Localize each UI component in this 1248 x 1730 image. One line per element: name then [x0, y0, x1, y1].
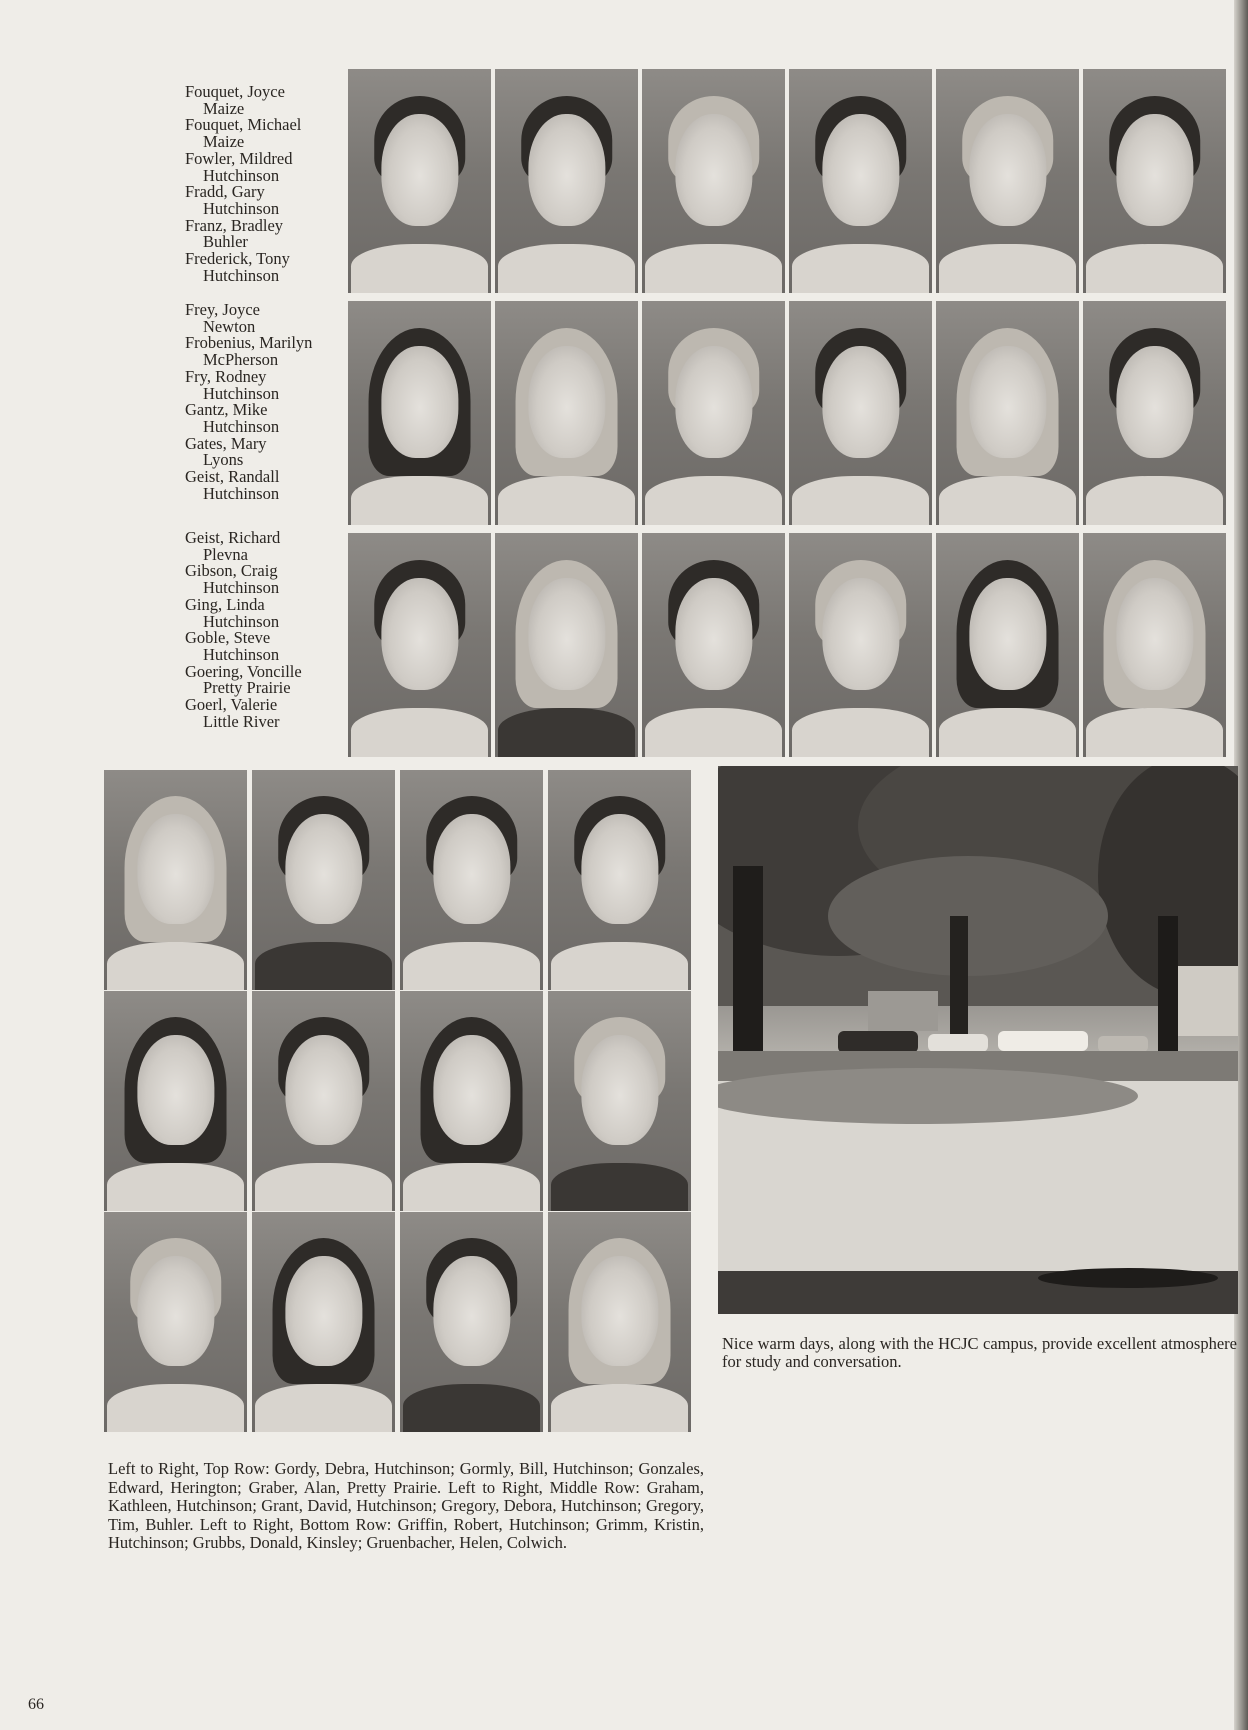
- portrait-head: [675, 114, 752, 226]
- portrait-photo: [348, 533, 491, 757]
- portrait-head: [285, 814, 362, 924]
- portrait-shoulders: [107, 1384, 244, 1432]
- portrait-head: [528, 578, 605, 690]
- name-entry: Fry, Rodney Hutchinson: [185, 366, 280, 403]
- name-entry: Franz, Bradley Buhler: [185, 215, 284, 252]
- portrait-shoulders: [645, 708, 782, 757]
- portrait-shoulders: [645, 476, 782, 525]
- portrait-head: [675, 346, 752, 458]
- portrait-shoulders: [107, 942, 244, 990]
- portrait-photo: [789, 69, 932, 293]
- bottom-portrait-grid: [104, 770, 691, 1432]
- portrait-shoulders: [645, 244, 782, 293]
- campus-photo-caption: Nice warm days, along with the HCJC campus, provide excellent atmosphere for study and conversation.: [722, 1334, 1237, 1371]
- portrait-head: [822, 346, 899, 458]
- name-entry: Geist, Randall Hutchinson: [185, 467, 280, 503]
- portrait-head: [285, 1035, 362, 1145]
- name-entry: Frederick, Tony Hutchinson: [185, 249, 290, 285]
- portrait-head: [381, 346, 458, 458]
- name-entry: Goerl, Valerie Little River: [185, 695, 280, 731]
- portrait-photo: [936, 301, 1079, 525]
- portrait-shoulders: [107, 1163, 244, 1211]
- portrait-shoulders: [255, 1163, 392, 1211]
- portrait-shoulders: [792, 244, 929, 293]
- portrait-shoulders: [792, 476, 929, 525]
- portrait-shoulders: [498, 244, 635, 293]
- portrait-photo: [400, 991, 543, 1211]
- portrait-shoulders: [792, 708, 929, 757]
- portrait-shoulders: [551, 942, 688, 990]
- portrait-shoulders: [939, 244, 1076, 293]
- portrait-photo: [1083, 301, 1226, 525]
- portrait-photo: [252, 770, 395, 990]
- portrait-photo: [400, 770, 543, 990]
- portrait-head: [381, 578, 458, 690]
- portrait-head: [433, 1256, 510, 1366]
- portrait-shoulders: [403, 1163, 540, 1211]
- portrait-photo: [1083, 533, 1226, 757]
- portrait-head: [581, 814, 658, 924]
- names-group-2: [185, 302, 345, 502]
- portrait-photo: [252, 991, 395, 1211]
- portrait-photo: [348, 301, 491, 525]
- portrait-shoulders: [351, 708, 488, 757]
- portrait-head: [969, 114, 1046, 226]
- portrait-head: [675, 578, 752, 690]
- portrait-head: [822, 114, 899, 226]
- campus-photo: [718, 766, 1238, 1314]
- portrait-photo: [400, 1212, 543, 1432]
- portrait-shoulders: [403, 1384, 540, 1432]
- name-entry: Gibson, Craig Hutchinson: [185, 561, 280, 598]
- top-portrait-grid: [348, 69, 1226, 757]
- names-group-1: [185, 84, 345, 284]
- portrait-shoulders: [351, 476, 488, 525]
- portrait-head: [822, 578, 899, 690]
- portrait-head: [528, 346, 605, 458]
- campus-photo-illustration: [718, 766, 1238, 1314]
- portrait-head: [137, 814, 214, 924]
- portrait-photo: [252, 1212, 395, 1432]
- name-entry: Frobenius, Marilyn McPherson: [185, 333, 313, 370]
- name-entry: Fradd, Gary Hutchinson: [185, 182, 280, 218]
- name-entry: Goering, Voncille Pretty Prairie: [185, 661, 302, 698]
- portrait-shoulders: [1086, 244, 1223, 293]
- name-entry: Gates, Mary Lyons: [185, 433, 267, 470]
- portrait-photo: [104, 770, 247, 990]
- portrait-shoulders: [255, 942, 392, 990]
- portrait-photo: [348, 69, 491, 293]
- portrait-shoulders: [498, 708, 635, 757]
- portrait-head: [1116, 346, 1193, 458]
- page-number: 66: [28, 1696, 44, 1713]
- portrait-photo: [548, 991, 691, 1211]
- name-entry: Gantz, Mike Hutchinson: [185, 400, 280, 436]
- portrait-shoulders: [255, 1384, 392, 1432]
- name-entry: Goble, Steve Hutchinson: [185, 628, 280, 664]
- portrait-head: [381, 114, 458, 226]
- portrait-photo: [495, 301, 638, 525]
- portrait-shoulders: [1086, 476, 1223, 525]
- portrait-head: [137, 1256, 214, 1366]
- portrait-photo: [495, 69, 638, 293]
- portrait-head: [1116, 578, 1193, 690]
- portrait-head: [969, 346, 1046, 458]
- name-entry: Fowler, Mildred Hutchinson: [185, 148, 293, 185]
- portrait-photo: [104, 991, 247, 1211]
- name-entry: Ging, Linda Hutchinson: [185, 594, 280, 631]
- portrait-caption: Left to Right, Top Row: Gordy, Debra, Hutchinson; Gormly, Bill, Hutchinson; Gonzales, Edward, Herington; Graber, Alan, Pretty Prairie. Left to Right, Middle Row: Graham, Kathleen, Hutchinson; Grant, David, Hutchinson; Gregory, Debora, Hutchinson; Gregory, Tim, Buhler. Left to Right, Bottom Row: Griffin, Robert, Hutchinson; Grimm, Kristin, Hutchinson; Grubbs, Donald, Kinsley; Gruenbacher, Helen, Colwich.: [108, 1459, 704, 1552]
- portrait-head: [528, 114, 605, 226]
- portrait-head: [1116, 114, 1193, 226]
- portrait-shoulders: [939, 708, 1076, 757]
- portrait-head: [969, 578, 1046, 690]
- portrait-shoulders: [403, 942, 540, 990]
- portrait-head: [137, 1035, 214, 1145]
- portrait-photo: [789, 301, 932, 525]
- portrait-photo: [548, 770, 691, 990]
- portrait-photo: [642, 69, 785, 293]
- portrait-shoulders: [551, 1163, 688, 1211]
- portrait-shoulders: [551, 1384, 688, 1432]
- portrait-photo: [936, 533, 1079, 757]
- portrait-photo: [789, 533, 932, 757]
- portrait-photo: [1083, 69, 1226, 293]
- portrait-head: [581, 1256, 658, 1366]
- portrait-shoulders: [1086, 708, 1223, 757]
- name-entry: Frey, Joyce Newton: [185, 300, 260, 336]
- portrait-head: [433, 814, 510, 924]
- portrait-photo: [495, 533, 638, 757]
- portrait-head: [285, 1256, 362, 1366]
- name-entry: Fouquet, Joyce Maize: [185, 82, 285, 118]
- name-entry: Fouquet, Michael Maize: [185, 115, 302, 152]
- portrait-photo: [548, 1212, 691, 1432]
- names-group-3: [185, 530, 345, 730]
- portrait-photo: [642, 301, 785, 525]
- portrait-head: [433, 1035, 510, 1145]
- portrait-shoulders: [498, 476, 635, 525]
- name-entry: Geist, Richard Plevna: [185, 528, 281, 564]
- portrait-photo: [642, 533, 785, 757]
- portrait-head: [581, 1035, 658, 1145]
- portrait-photo: [104, 1212, 247, 1432]
- portrait-shoulders: [351, 244, 488, 293]
- portrait-photo: [936, 69, 1079, 293]
- portrait-shoulders: [939, 476, 1076, 525]
